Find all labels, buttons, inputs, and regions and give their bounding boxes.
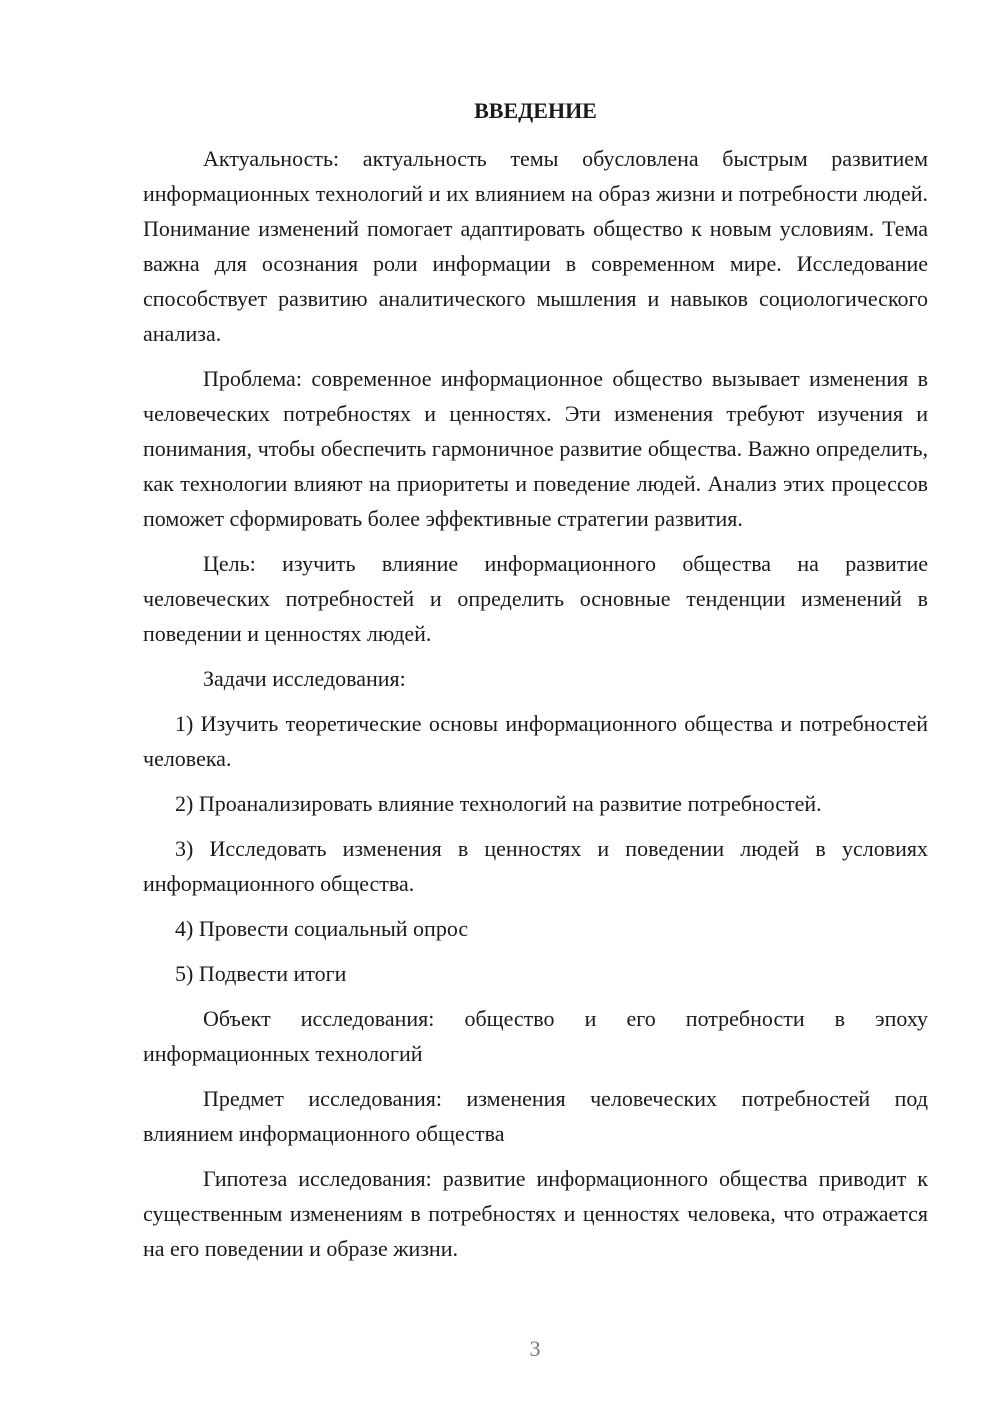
page-title: ВВЕДЕНИЕ <box>474 98 597 123</box>
task-item-1: 1) Изучить теоретические основы информационного общества и потребностей человека. <box>143 711 928 771</box>
hypothesis-paragraph: Гипотеза исследования: развитие информационного общества приводит к существенным изменениям в потребностях и ценностях человека, что отражается на его поведении и образе жизни. <box>143 1166 928 1261</box>
tasks-heading: Задачи исследования: <box>203 666 406 691</box>
page-number: 3 <box>529 1336 541 1361</box>
relevance-paragraph: Актуальность: актуальность темы обусловлена быстрым развитием информационных технологий и их влиянием на образ жизни и потребности людей. Понимание изменений помогает адаптировать общество к новым условиям. Тема важна для осознания роли информации в современном мире. Исследование способствует развитию аналитического мышления и навыков социологического анализа. <box>143 146 928 346</box>
task-item-2: 2) Проанализировать влияние технологий на развитие потребностей. <box>175 791 822 816</box>
task-item-4: 4) Провести социальный опрос <box>175 916 469 941</box>
problem-paragraph: Проблема: современное информационное общество вызывает изменения в человеческих потребностях и ценностях. Эти изменения требуют изучения и понимания, чтобы обеспечить гармоничное развитие общества. Важно определить, как технологии влияют на приоритеты и поведение людей. Анализ этих процессов поможет сформировать более эффективные стратегии развития. <box>143 366 928 531</box>
research-subject-paragraph: Предмет исследования: изменения человеческих потребностей под влиянием информационного общества <box>143 1086 928 1146</box>
page-content <box>143 94 928 1276</box>
research-object-paragraph: Объект исследования: общество и его потребности в эпоху информационных технологий <box>143 1006 928 1066</box>
task-item-5: 5) Подвести итоги <box>175 961 347 986</box>
task-item-3: 3) Исследовать изменения в ценностях и поведении людей в условиях информационного общества. <box>143 836 928 896</box>
goal-paragraph: Цель: изучить влияние информационного общества на развитие человеческих потребностей и определить основные тенденции изменений в поведении и ценностях людей. <box>143 551 928 646</box>
